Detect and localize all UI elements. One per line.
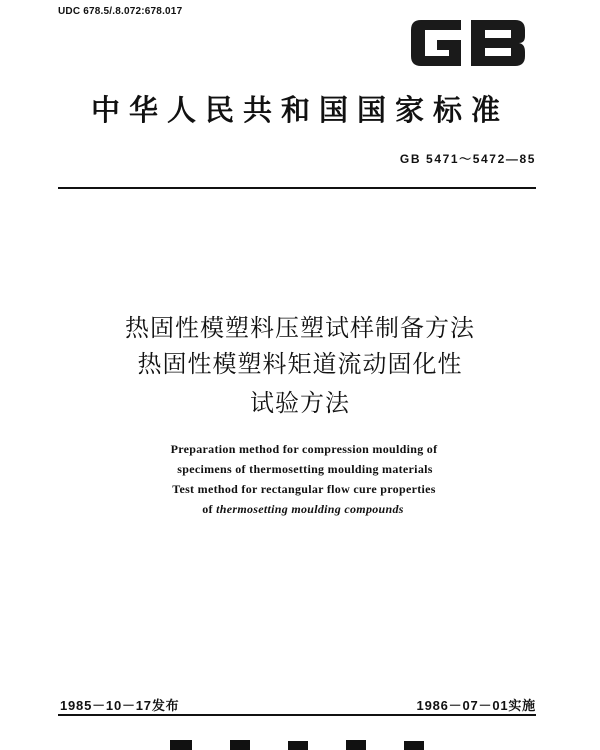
top-divider	[58, 187, 536, 189]
chinese-title-line-1: 热固性模塑料压塑试样制备方法	[125, 314, 475, 342]
english-title-line-1: Preparation method for compression moulding of	[170, 442, 438, 456]
chinese-title-line-3: 试验方法	[250, 389, 350, 417]
english-title-line-4-prefix: of	[202, 502, 217, 516]
gb-logo	[407, 12, 530, 74]
udc-classification: UDC 678.5/.8.072:678.017	[58, 6, 183, 17]
standard-number: GB 5471～5472—85	[399, 152, 536, 166]
effective-date: 1986－07－01实施	[416, 698, 536, 713]
issue-date: 1985－10－17发布	[60, 698, 180, 713]
english-title-line-4-italic: thermosetting moulding compounds	[216, 502, 404, 516]
english-title-line-4	[3, 502, 600, 517]
national-standard-title: 中华人民共和国国家标准	[90, 93, 509, 127]
footer-partial-glyphs	[160, 738, 460, 750]
chinese-title-line-2: 热固性模塑料矩道流动固化性	[137, 350, 463, 378]
english-title-line-3: Test method for rectangular flow cure properties	[172, 482, 436, 496]
bottom-divider	[58, 714, 536, 716]
english-title-line-2: specimens of thermosetting moulding materials	[177, 462, 433, 476]
